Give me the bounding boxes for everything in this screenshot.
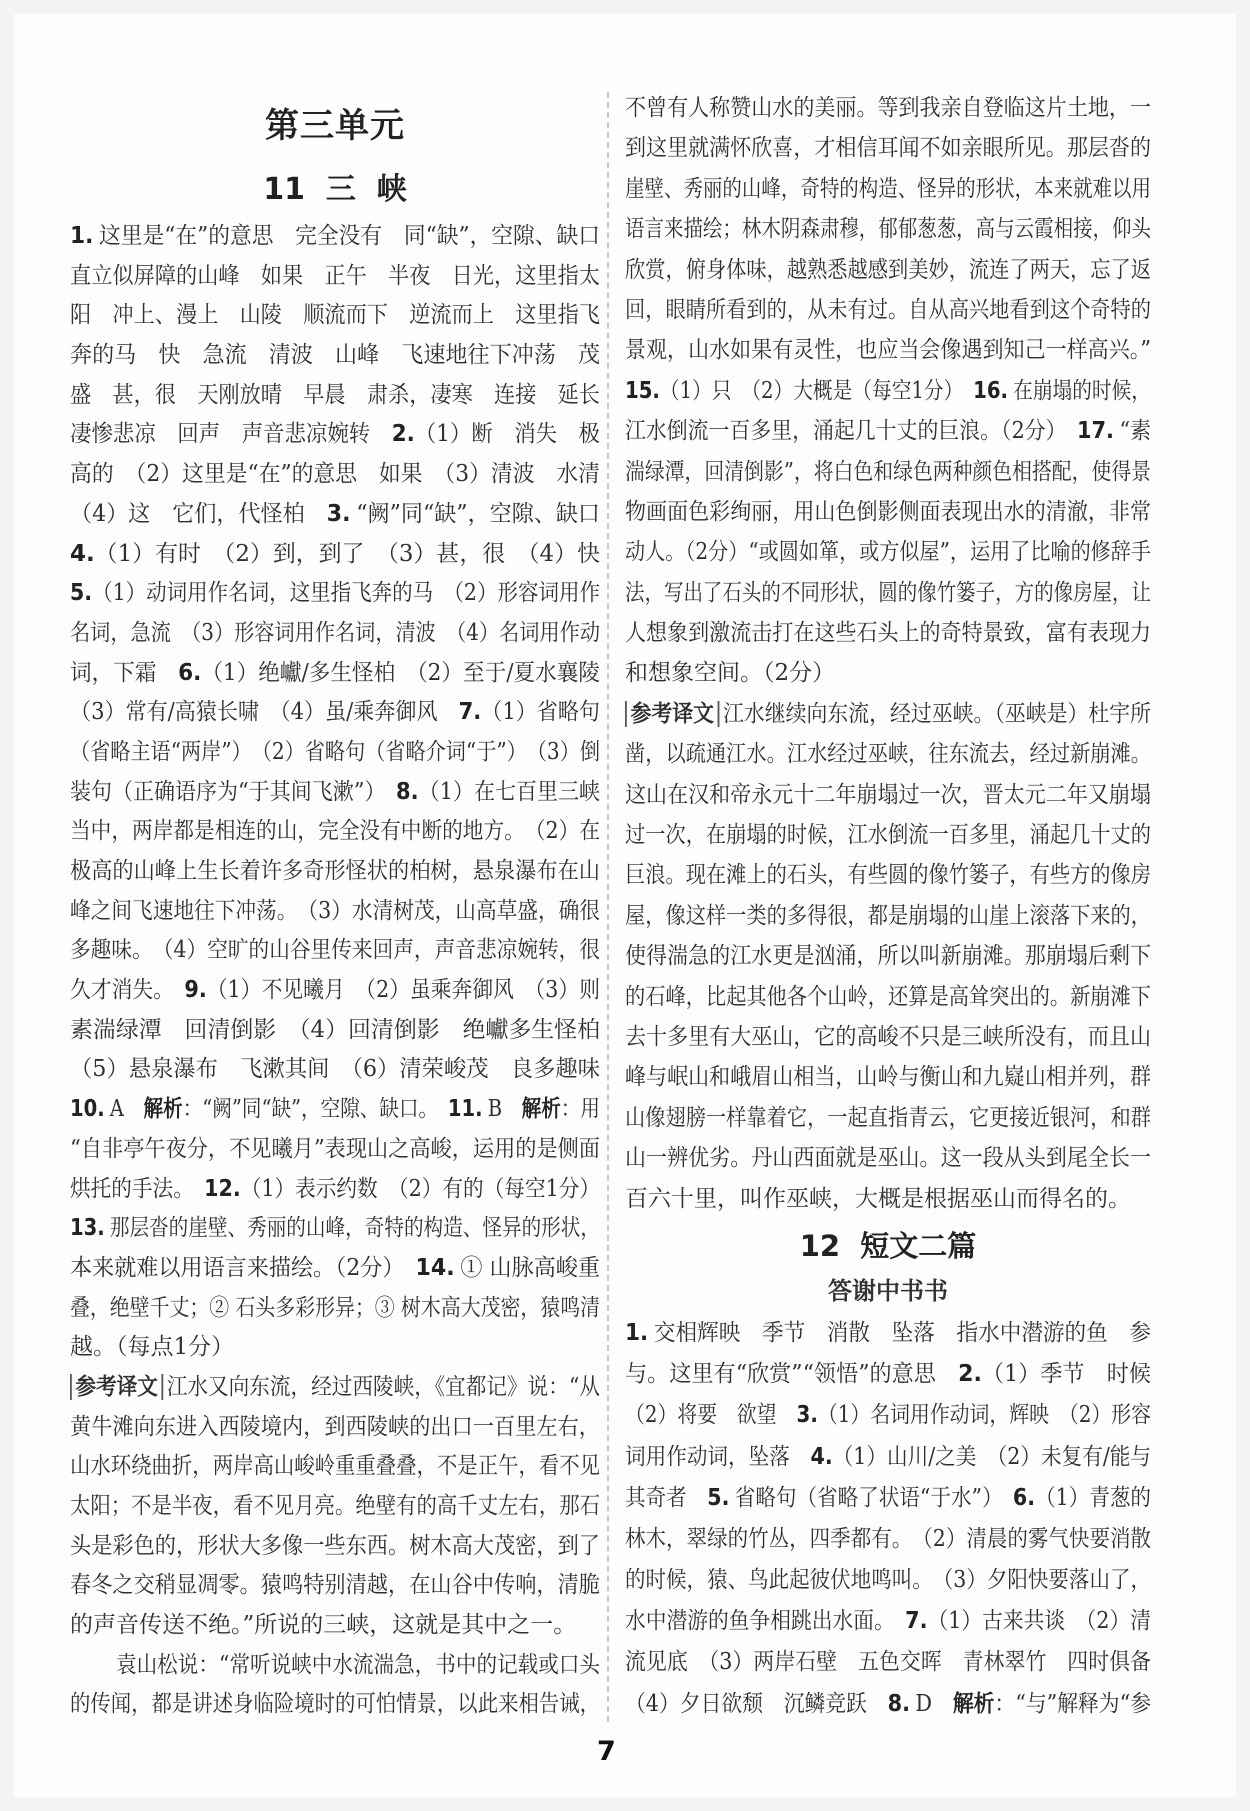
text-line (625, 290, 1151, 330)
answer-text: 素湍绿潭 回清倒影 （4）回清倒影 绝巘多生怪柏 (70, 1016, 600, 1043)
answer-text: ：“阙”同“缺”，空隙、缺口。 (182, 1096, 448, 1123)
text-line (625, 1395, 1151, 1436)
answer-text: 江水继续向东流，经过巫峡。（巫峡是）杜宇所 (723, 700, 1151, 727)
text-line-content (70, 1090, 600, 1130)
reference-translation-label: 参考译文 (70, 1374, 163, 1400)
text-line (70, 733, 600, 773)
question-number: 3. (796, 1402, 818, 1429)
answer-text: 林木，翠绿的竹丛，四季都有。 （2）清晨的雾气快要消散 (625, 1525, 1151, 1552)
answer-text: 奔的马 快 急流 清波 山峰 飞速地往下冲荡 茂 (70, 342, 600, 369)
text-line (70, 1566, 600, 1606)
answer-text: 装句（正确语序为“于其间飞漱”） (70, 778, 397, 805)
answer-text: 直立似屏障的山峰 如果 正午 半夜 日光，这里指太 (70, 262, 600, 289)
text-line-content (625, 1098, 1151, 1138)
question-number: 2. (958, 1361, 982, 1388)
text-line-content (625, 977, 1151, 1017)
text-line-content (625, 1684, 1151, 1725)
question-number: 5. (707, 1484, 730, 1511)
text-line-content (625, 1395, 1151, 1436)
question-number: 8. (396, 778, 419, 805)
text-line (625, 452, 1151, 492)
text-line-content (70, 773, 600, 813)
text-line (625, 653, 1151, 693)
answer-text: （1）省略句 (481, 699, 600, 726)
analysis-label: 解析 (143, 1096, 183, 1123)
text-line-content (70, 693, 600, 733)
text-line-content (70, 1249, 600, 1289)
text-line-content (625, 209, 1151, 249)
text-line (70, 1646, 600, 1686)
text-line-content (625, 452, 1151, 492)
answer-text: 水中潜游的鱼争相跳出水面。 (625, 1608, 906, 1635)
text-line-content (625, 371, 1151, 411)
answer-text: 的声音传送不绝。”所说的三峡，这就是其中之一。 (70, 1612, 577, 1639)
answer-text: 山像翅膀一样靠着它，一起直指青云，它更接近银河，和群 (625, 1104, 1151, 1131)
answer-text: 山一辨优劣。丹山西面就是巫山。这一段从头到尾全长一 (625, 1145, 1151, 1172)
text-line (70, 931, 600, 971)
text-line (625, 250, 1151, 290)
text-line (70, 812, 600, 852)
text-line (625, 1057, 1151, 1097)
question-number: 8. (887, 1690, 910, 1717)
text-line-content (70, 495, 600, 535)
text-line-content (625, 1057, 1151, 1097)
text-line-content (70, 257, 600, 297)
text-line (70, 336, 600, 376)
text-line-content (625, 330, 1151, 370)
answer-text: 袁山松说：“常听说峡中水流湍急，书中的记载或口头 (116, 1651, 600, 1678)
answer-text: 欣赏，俯身体味，越熟悉越感到美妙，流连了两天，忘了返 (625, 256, 1151, 283)
text-line-content (70, 812, 600, 852)
answer-text: （1）在七百里三峡 (418, 778, 600, 805)
text-line-content (70, 376, 600, 416)
answer-text: （5）悬泉瀑布 飞漱其间 （6）清荣峻茂 良多趣味 (70, 1056, 600, 1083)
answer-text: 这里是“在”的意思 完全没有 同“缺”，空隙、缺口 (99, 223, 600, 249)
answer-text: （1）山川/之美 （2）未复有/能与 (832, 1443, 1151, 1470)
text-line-content (70, 1408, 600, 1448)
answer-text: 春冬之交稍显凋零。猿鸣特别清越，在山谷中传响，清脆 (70, 1572, 600, 1599)
text-line (70, 1249, 600, 1289)
text-line-content (70, 1447, 600, 1487)
answer-text: 烘托的手法。 (70, 1175, 205, 1202)
answer-text: 太阳；不是半夜，看不见月亮。绝壁有的高千丈左右，那石 (70, 1493, 600, 1519)
text-line (625, 613, 1151, 653)
text-line (70, 296, 600, 336)
answer-text: 阳 冲上、漫上 山陵 顺流而下 逆流而上 这里指飞 (70, 302, 600, 329)
text-line-content (625, 1354, 1151, 1395)
question-number: 14. (415, 1254, 455, 1281)
text-line-content (70, 1011, 600, 1051)
text-line (625, 775, 1151, 815)
question-number: 7. (905, 1608, 928, 1635)
answer-text: 省略句（省略了状语“于水”） (734, 1484, 1013, 1511)
lesson-12-title: 12 短文二篇 (799, 1228, 977, 1263)
question-number: 7. (458, 699, 482, 726)
text-line-content (70, 1606, 576, 1646)
answer-text: （1）不见曦月 （2）虽乘奔御风 （3）则 (206, 977, 600, 1004)
question-number: 4. (810, 1443, 833, 1470)
text-line (625, 1138, 1151, 1178)
answer-text: 回，眼睛所看到的，从未有过。自从高兴地看到这个奇特的 (625, 296, 1151, 323)
text-line (70, 1011, 600, 1051)
lesson-12-subtitle: 答谢中书书 (828, 1276, 948, 1305)
text-line-content (70, 654, 600, 694)
text-line-content (625, 169, 1151, 209)
answer-text: 到这里就满怀欣喜，才相信耳闻不如亲眼所见。那层沓的 (625, 135, 1151, 162)
text-line-content (70, 535, 600, 575)
text-line (625, 896, 1151, 936)
answer-text: 百六十里，叫作巫峡，大概是根据巫山而得名的。 (625, 1185, 1131, 1212)
text-line-content (625, 128, 1151, 168)
text-line (70, 376, 600, 416)
text-line-content (625, 250, 1151, 290)
text-line-content (625, 1601, 1151, 1642)
question-number: 3. (326, 500, 351, 527)
answer-text: 交相辉映 季节 消散 坠落 指水中潜游的鱼 参 (653, 1319, 1151, 1346)
text-line-content (625, 734, 1151, 774)
answer-text: 的石峰，比起其他各个山岭，还算是高耸突出的。新崩滩下 (625, 983, 1151, 1010)
text-line (70, 1447, 600, 1487)
text-line (625, 371, 1151, 411)
text-line-content (625, 1437, 1151, 1478)
answer-text: 江水又向东流，经过西陵峡，《宜都记》说：“从 (166, 1373, 600, 1400)
answer-text: 峰与岷山和峨眉山相当，山岭与衡山和九嶷山相并列，群 (625, 1064, 1151, 1091)
text-line-content (625, 936, 1151, 976)
right-column (625, 88, 1151, 1725)
text-line-content (625, 1478, 1151, 1519)
answer-text: 越。（每点1分） (70, 1334, 235, 1361)
answer-text: “阙”同“缺”，空隙、缺口 (356, 500, 600, 527)
answer-text: （4）这 它们，代怪柏 (70, 500, 327, 527)
text-line (70, 773, 600, 813)
text-line (625, 1437, 1151, 1478)
text-line (625, 492, 1151, 532)
answer-text: 去十多里有大巫山，它的高峻不只是三峡所没有，而且山 (625, 1023, 1151, 1050)
text-line (625, 855, 1151, 895)
left-column (70, 217, 600, 1725)
question-number: 2. (391, 421, 415, 448)
text-line-content (625, 1642, 1151, 1683)
text-line (625, 128, 1151, 168)
text-line-content (625, 1560, 1151, 1601)
answer-text: 江水倒流一百多里，涌起几十丈的巨浪。（2分） (625, 418, 1077, 445)
text-line-content (625, 573, 1151, 613)
answer-text: （省略主语“两岸”） （2）省略句（省略介词“于”） （3）倒 (70, 738, 600, 765)
answer-text: 法，写出了石头的不同形状，圆的像竹篓子，方的像房屋，让 (625, 579, 1151, 606)
answer-text: 这山在汉和帝永元十二年崩塌过一次，晋太元二年又崩塌 (625, 781, 1151, 808)
answer-text: 与。这里有“欣赏”“领悟”的意思 (625, 1361, 959, 1388)
answer-text: D (915, 1690, 953, 1717)
question-number: 5. (70, 580, 93, 607)
answer-text: 物画面色彩绚丽，用山色倒影侧面表现出水的清澈，非常 (625, 498, 1151, 525)
text-line (625, 815, 1151, 855)
answer-text: 不曾有人称赞山水的美丽。等到我亲自登临这片土地，一 (625, 95, 1151, 121)
text-line-content (70, 931, 600, 971)
text-line (625, 1098, 1151, 1138)
text-line-content (625, 896, 1151, 936)
question-number: 17. (1076, 418, 1114, 445)
text-line (70, 574, 600, 614)
text-line (625, 734, 1151, 774)
question-number: 12. (204, 1175, 241, 1202)
answer-text: 凿，以疏通江水。江水经过巫峡，往东流去，经过新崩滩。 (625, 741, 1151, 768)
answer-text: 高的 （2）这里是“在”的意思 如果 （3）清波 水清 (70, 461, 600, 488)
text-line (70, 1130, 600, 1170)
text-line-content (70, 455, 600, 495)
answer-text: （4）夕日欲颓 沉鳞竞跃 (625, 1690, 888, 1717)
answer-text: 词，下霜 (70, 659, 179, 686)
answer-text: （1）青葱的 (1035, 1484, 1151, 1511)
text-line-content (625, 775, 1151, 815)
answer-text: 动人。（2分）“或圆如箪，或方似屋”，运用了比喻的修辞手 (625, 539, 1151, 566)
right-column-part-2 (625, 1313, 1151, 1725)
answer-text: （1）动词用作名词，这里指飞奔的马 （2）形容词用作 (92, 580, 600, 607)
answer-text: 头是彩色的，形状大多像一些东西。树木高大茂密，到了 (70, 1532, 600, 1559)
answer-text: 语言来描绘；林木阴森肃穆，郁郁葱葱，高与云霞相接，仰头 (625, 216, 1151, 243)
answer-text: 黄牛滩向东进入西陵境内，到西陵峡的出口一百里左右， (70, 1413, 600, 1440)
text-line-content (70, 1328, 234, 1368)
text-line (625, 330, 1151, 370)
text-line-content (116, 1646, 600, 1686)
answer-text: 极高的山峰上生长着许多奇形怪状的柏树，悬泉瀑布在山 (70, 858, 600, 884)
answer-text: 在崩塌的时候， (1013, 377, 1151, 404)
text-line (625, 573, 1151, 613)
answer-text: 的时候，猿、鸟此起彼伏地鸣叫。 （3）夕阳快要落山了， (625, 1567, 1151, 1594)
answer-text: 景观，山水如果有灵性，也应当会像遇到知己一样高兴。” (625, 337, 1151, 364)
text-line (625, 1478, 1151, 1519)
question-number: 6. (1012, 1484, 1036, 1511)
text-line-content (625, 411, 1151, 451)
answer-text: 的传闻，都是讲述身临险境时的可怕情景，以此来相告诫， (70, 1691, 600, 1718)
text-line (625, 694, 1151, 734)
analysis-label: 解析 (952, 1690, 995, 1717)
answer-text: （1）绝巘/多生怪柏 （2）至于/夏水襄陵 (201, 659, 600, 686)
answer-text: （1）有时 （2）到，到了 （3）甚，很 （4）快 (94, 540, 600, 567)
text-line (625, 1017, 1151, 1057)
text-line (625, 411, 1151, 451)
text-line (70, 1527, 600, 1567)
answer-text: 凄惨悲凉 回声 声音悲凉婉转 (70, 421, 392, 448)
answer-text: 名词，急流 （3）形容词用作名词，清波 （4）名词用作动 (70, 619, 600, 646)
answer-text: 其奇者 (625, 1484, 708, 1511)
text-line-content (625, 1313, 1151, 1354)
text-line-content (70, 614, 600, 654)
answer-text: 久才消失。 (70, 977, 185, 1004)
unit-title: 第三单元 (265, 106, 405, 146)
text-line-content (70, 971, 600, 1011)
text-line (70, 852, 600, 892)
question-number: 1. (625, 1319, 649, 1346)
answer-text: 使得湍急的江水更是汹涌，所以叫新崩滩。那崩塌后剩下 (625, 943, 1151, 970)
text-line-content (625, 653, 835, 693)
question-number: 15. (625, 377, 660, 404)
text-line-content (70, 574, 600, 614)
text-line (625, 1519, 1151, 1560)
answer-text: 峰之间飞速地往下冲荡。 （3）水清树茂，山高草盛，确很 (70, 897, 600, 924)
text-line (625, 1684, 1151, 1725)
text-line-content (625, 1017, 1151, 1057)
text-line (70, 892, 600, 932)
answer-text: ：“与”解释为“参 (994, 1690, 1151, 1717)
question-number: 1. (70, 223, 94, 249)
text-line-content (625, 694, 1151, 734)
answer-text: 湍绿潭，回清倒影”，将白色和绿色两种颜色相搭配，使得景 (625, 458, 1151, 485)
text-line (625, 532, 1151, 572)
text-line-content (70, 296, 600, 336)
text-line (625, 1354, 1151, 1395)
question-number: 4. (70, 540, 95, 567)
answer-text: 叠，绝壁千丈；② 石头多彩形异；③ 树木高大茂密，猿鸣清 (70, 1294, 600, 1321)
text-line-content (70, 733, 600, 773)
text-line-content (70, 1050, 600, 1090)
text-line-content (70, 1487, 600, 1527)
answer-text: 和想象空间。（2分） (625, 660, 836, 687)
text-line (70, 1209, 600, 1249)
answer-text: ：用 (560, 1096, 600, 1123)
right-column-part-1 (625, 88, 1151, 1219)
question-number: 10. (70, 1096, 105, 1123)
text-line-content (70, 217, 600, 257)
text-line (70, 1606, 600, 1646)
text-line (625, 209, 1151, 249)
answer-text: A (109, 1096, 144, 1123)
text-line (625, 88, 1151, 128)
lesson-11-title: 11 三 峡 (263, 172, 407, 207)
text-line-content (625, 532, 1151, 572)
text-line-content (70, 1685, 600, 1725)
text-line (625, 1313, 1151, 1354)
answer-text: ① 山脉高峻重 (460, 1254, 600, 1281)
answer-text: 盛 甚，很 天刚放晴 早晨 肃杀，凄寒 连接 延长 (70, 381, 600, 408)
text-line-content (70, 1170, 600, 1210)
answer-text: 巨浪。现在滩上的石头，有些圆的像竹篓子，有些方的像房 (625, 862, 1151, 889)
text-line (625, 1601, 1151, 1642)
question-number: 13. (70, 1215, 105, 1242)
text-line (70, 495, 600, 535)
answer-text: “素 (1119, 418, 1151, 445)
text-line (70, 535, 600, 575)
text-line (625, 936, 1151, 976)
answer-text: 人想象到激流击打在这些石头上的奇特景致，富有表现力 (625, 620, 1151, 647)
text-line (625, 1642, 1151, 1683)
text-line (70, 217, 600, 257)
answer-text: 词用作动词，坠落 (625, 1443, 811, 1470)
answer-text: 那层沓的崖壁、秀丽的山峰，奇特的构造、怪异的形状， (109, 1215, 600, 1242)
text-line-content (70, 1289, 600, 1329)
answer-text: 山水环绕曲折，两岸高山峻岭重重叠叠，不是正午，看不见 (70, 1453, 600, 1480)
answer-text: 崖壁、秀丽的山峰，奇特的构造、怪异的形状，本来就难以用 (625, 175, 1151, 202)
answer-text: （1）季节 时候 (981, 1361, 1151, 1388)
question-number: 9. (184, 977, 207, 1004)
text-line (70, 614, 600, 654)
answer-text: 过一次，在崩塌的时候，江水倒流一百多里，涌起几十丈的 (625, 822, 1151, 849)
text-line (70, 654, 600, 694)
text-line (625, 169, 1151, 209)
text-line (70, 1487, 600, 1527)
answer-text: （1）名词用作动词，辉映 （2）形容 (817, 1402, 1151, 1429)
text-line (70, 1170, 600, 1210)
page-number: 7 (597, 1736, 616, 1767)
reference-translation-label: 参考译文 (625, 701, 719, 727)
question-number: 11. (447, 1096, 483, 1123)
answer-text: 屋，像这样一类的多得很，都是崩塌的山崖上滚落下来的， (625, 902, 1151, 929)
text-line (70, 1090, 600, 1130)
text-line-content (70, 1566, 600, 1606)
text-line-content (625, 1138, 1151, 1178)
column-divider (607, 92, 609, 1722)
text-line-content (70, 1130, 600, 1170)
text-line-content (625, 290, 1151, 330)
text-line-content (625, 1179, 1131, 1219)
text-line-content (625, 613, 1151, 653)
text-line (625, 1560, 1151, 1601)
answer-text: （1）断 消失 极 (414, 421, 600, 448)
text-line (70, 1368, 600, 1408)
text-line (70, 1328, 600, 1368)
answer-text: “自非亭午夜分，不见曦月”表现山之高峻，运用的是侧面 (70, 1135, 600, 1162)
text-line-content (625, 88, 1151, 128)
text-line (70, 257, 600, 297)
text-line (70, 1289, 600, 1329)
answer-text: 当中，两岸都是相连的山，完全没有中断的地方。 （2）在 (70, 818, 600, 845)
text-line (625, 977, 1151, 1017)
text-line-content (70, 892, 600, 932)
text-line-content (70, 1209, 600, 1249)
answer-text: （2）将要 欲望 (625, 1402, 797, 1429)
answer-text: （1）只 （2）大概是（每空1分） (659, 377, 974, 404)
question-number: 6. (178, 659, 202, 686)
text-line (70, 415, 600, 455)
text-line-content (70, 336, 600, 376)
answer-text: 本来就难以用语言来描绘。（2分） (70, 1254, 416, 1281)
question-number: 16. (973, 377, 1009, 404)
answer-text: B (487, 1096, 522, 1123)
answer-text: （3）常有/高猿长啸 （4）虽/乘奔御风 (70, 699, 459, 726)
text-line (70, 1050, 600, 1090)
text-line-content (70, 1368, 600, 1408)
text-line (625, 1179, 1151, 1219)
text-line (70, 1408, 600, 1448)
text-line-content (70, 852, 600, 892)
answer-text: 多趣味。 （4）空旷的山谷里传来回声，声音悲凉婉转，很 (70, 937, 600, 964)
answer-text: （1）表示约数 （2）有的（每空1分） (240, 1175, 600, 1202)
text-line (70, 971, 600, 1011)
text-line-content (625, 855, 1151, 895)
answer-text: 流见底 （3）两岸石壁 五色交晖 青林翠竹 四时俱备 (625, 1649, 1151, 1676)
answer-text: （1）古来共谈 （2）清 (927, 1608, 1151, 1635)
text-line-content (70, 415, 600, 455)
text-line (70, 455, 600, 495)
text-line (70, 1685, 600, 1725)
text-line-content (625, 1519, 1151, 1560)
text-line-content (625, 815, 1151, 855)
analysis-label: 解析 (521, 1096, 561, 1123)
text-line (70, 693, 600, 733)
text-line-content (70, 1527, 600, 1567)
text-line-content (625, 492, 1151, 532)
